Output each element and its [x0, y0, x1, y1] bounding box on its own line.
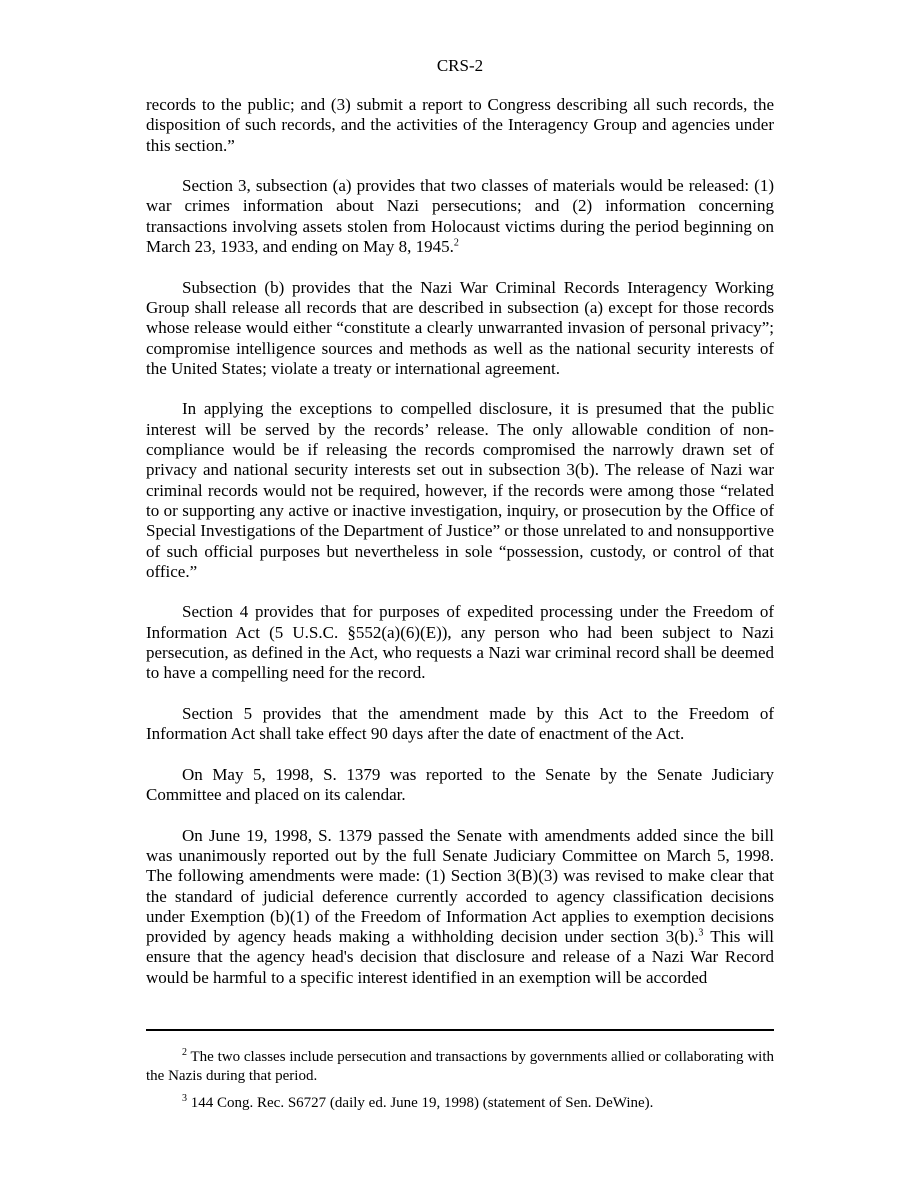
paragraph-may-5-1998: On May 5, 1998, S. 1379 was reported to the Senate by the Senate Judiciary Committee and placed on its calendar.	[146, 764, 774, 805]
footnote-marker-2: 2	[182, 1047, 187, 1058]
footnote-ref-2[interactable]: 2	[453, 237, 459, 249]
page-header: CRS-2	[436, 56, 484, 75]
footnote-2: $^2$ The two classes include persecution and transactions by governments allied or collaborating with the Nazis during that period.	[146, 1047, 775, 1084]
paragraph-subsection-b: Subsection (b) provides that the Nazi War Criminal Records Interagency Working Group shall release all records that are described in subsection (a) except for those records whose release would either “constitute a clearly unwarranted invasion of personal privacy”; compromise intelligence sources and methods as well as the national security interests of the United States; violate a treaty or international agreement.	[146, 277, 774, 378]
footnote-marker-3: 3	[182, 1093, 187, 1104]
footnote-3: $^3$ 144 Cong. Rec. S6727 (daily ed. June 19, 1998) (statement of Sen. DeWine).	[182, 1093, 654, 1111]
body-text	[146, 95, 774, 988]
paragraph-june-19-1998: On June 19, 1998, S. 1379 passed the Senate with amendments added since the bill was unanimously reported out by the full Senate Judiciary Committee on March 5, 1998. The following amendments were made: (1) Section 3(B)(3) was revised to make clear that the standard of judicial deference currently accorded to agency classification decisions under Exemption (b)(1) of the Freedom of Information Act applies to exemption decisions provided by agency heads making a withholding decision under section 3(b).$^3$ This will ensure that the agency head's decision that disclosure and release of a Nazi War Record would be harmful to a specific interest identified in an exemption will be accorded	[146, 825, 774, 987]
paragraph-exceptions: In applying the exceptions to compelled disclosure, it is presumed that the public interest will be served by the records’ release. The only allowable condition of non-compliance would be if releasing the records compromised the narrowly drawn set of privacy and national security interests set out in subsection 3(b). The release of Nazi war criminal records would not be required, however, if the records were among those “related to or supporting any active or inactive investigation, inquiry, or prosecution by the Office of Special Investigations of the Department of Justice” or those unrelated to and nonsupportive of such official purposes but nevertheless in sole “possession, custody, or control of that office.”	[146, 399, 774, 581]
footnote-divider	[146, 1029, 774, 1031]
footnote-ref-3[interactable]: 3	[698, 927, 704, 939]
paragraph-section-3a: Section 3, subsection (a) provides that two classes of materials would be released: (1) war crimes information about Nazi persecutions; and (2) information concerning transactions involving assets stolen from Holocaust victims during the period beginning on March 23, 1933, and ending on May 8, 1945.$^2$	[146, 176, 774, 257]
paragraph-section-5: Section 5 provides that the amendment made by this Act to the Freedom of Information Act shall take effect 90 days after the date of enactment of the Act.	[146, 703, 774, 744]
footnotes	[146, 1048, 774, 1121]
paragraph-section-4: Section 4 provides that for purposes of expedited processing under the Freedom of Information Act (5 U.S.C. §552(a)(6)(E)), any person who had been subject to Nazi persecution, as defined in the Act, who requests a Nazi war criminal record shall be deemed to have a compelling need for the record.	[146, 602, 774, 683]
paragraph-continued: records to the public; and (3) submit a report to Congress describing all such records, the disposition of such records, and the activities of the Interagency Group and agencies under this section.”	[146, 95, 774, 155]
